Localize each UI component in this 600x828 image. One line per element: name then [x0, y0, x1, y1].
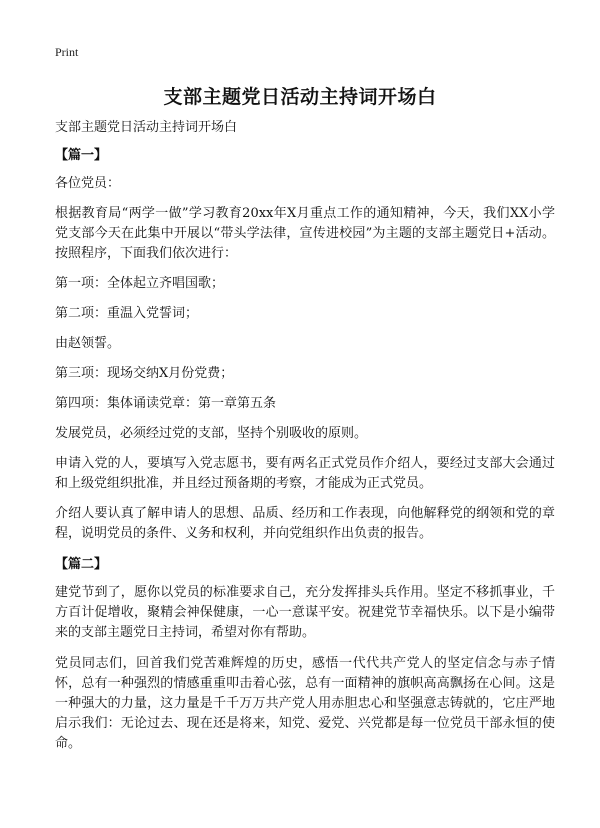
section-heading-2: 【篇二】 — [55, 557, 108, 572]
section-heading-1: 【篇一】 — [55, 148, 108, 163]
paragraph: 第一项：全体起立齐唱国歌； — [55, 276, 225, 291]
paragraph: 各位党员： — [55, 176, 121, 191]
paragraph: 发展党员，必须经过党的支部，坚持个别吸收的原则。 — [55, 426, 368, 441]
paragraph: 根据教育局“两学一做”学习教育20xx年X月重点工作的通知精神，今天，我们XX小学党支部今天在此集中开展以“带头学法律，宣传进校园”为主题的支部主题党日+活动。按照程序，下面我们依次进行： — [55, 206, 555, 261]
paragraph: 由赵领誓。 — [55, 336, 121, 351]
document-subtitle: 支部主题党日活动主持词开场白 — [55, 120, 238, 135]
paragraph: 建党节到了，愿你以党员的标准要求自己，充分发挥排头兵作用。坚定不移抓事业，千方百计促增收，聚精会神保健康，一心一意谋平安。祝建党节幸福快乐。以下是小编带来的支部主题党日主持词，希望对你有帮助。 — [55, 585, 555, 640]
paragraph: 第三项：现场交纳X月份党费； — [55, 366, 234, 381]
document-title: 支部主题党日活动主持词开场白 — [163, 86, 437, 108]
paragraph: 第四项：集体诵读党章：第一章第五条 — [55, 396, 277, 411]
paragraph: 介绍人要认真了解申请人的思想、品质、经历和工作表现，向他解释党的纲领和党的章程，说明党员的条件、义务和权利，并向党组织作出负责的报告。 — [55, 506, 555, 541]
print-link[interactable]: Print — [55, 45, 79, 59]
paragraph: 党员同志们，回首我们党苦难辉煌的历史，感悟一代代共产党人的坚定信念与赤子情怀，总有一种强烈的情感重重叩击着心弦，总有一面精神的旗帜高高飘扬在心间。这是一种强大的力量，这力量是千千万万共产党人用赤胆忠心和坚强意志铸就的，它庄严地启示我们：无论过去、现在还是将来，知党、爱党、兴党都是每一位党员干部永恒的使命。 — [55, 656, 555, 751]
document-body — [55, 118, 555, 764]
paragraph: 申请入党的人，要填写入党志愿书，要有两名正式党员作介绍人，要经过支部大会通过和上级党组织批准，并且经过预备期的考察，才能成为正式党员。 — [55, 456, 555, 491]
paragraph: 第二项：重温入党誓词； — [55, 306, 199, 321]
